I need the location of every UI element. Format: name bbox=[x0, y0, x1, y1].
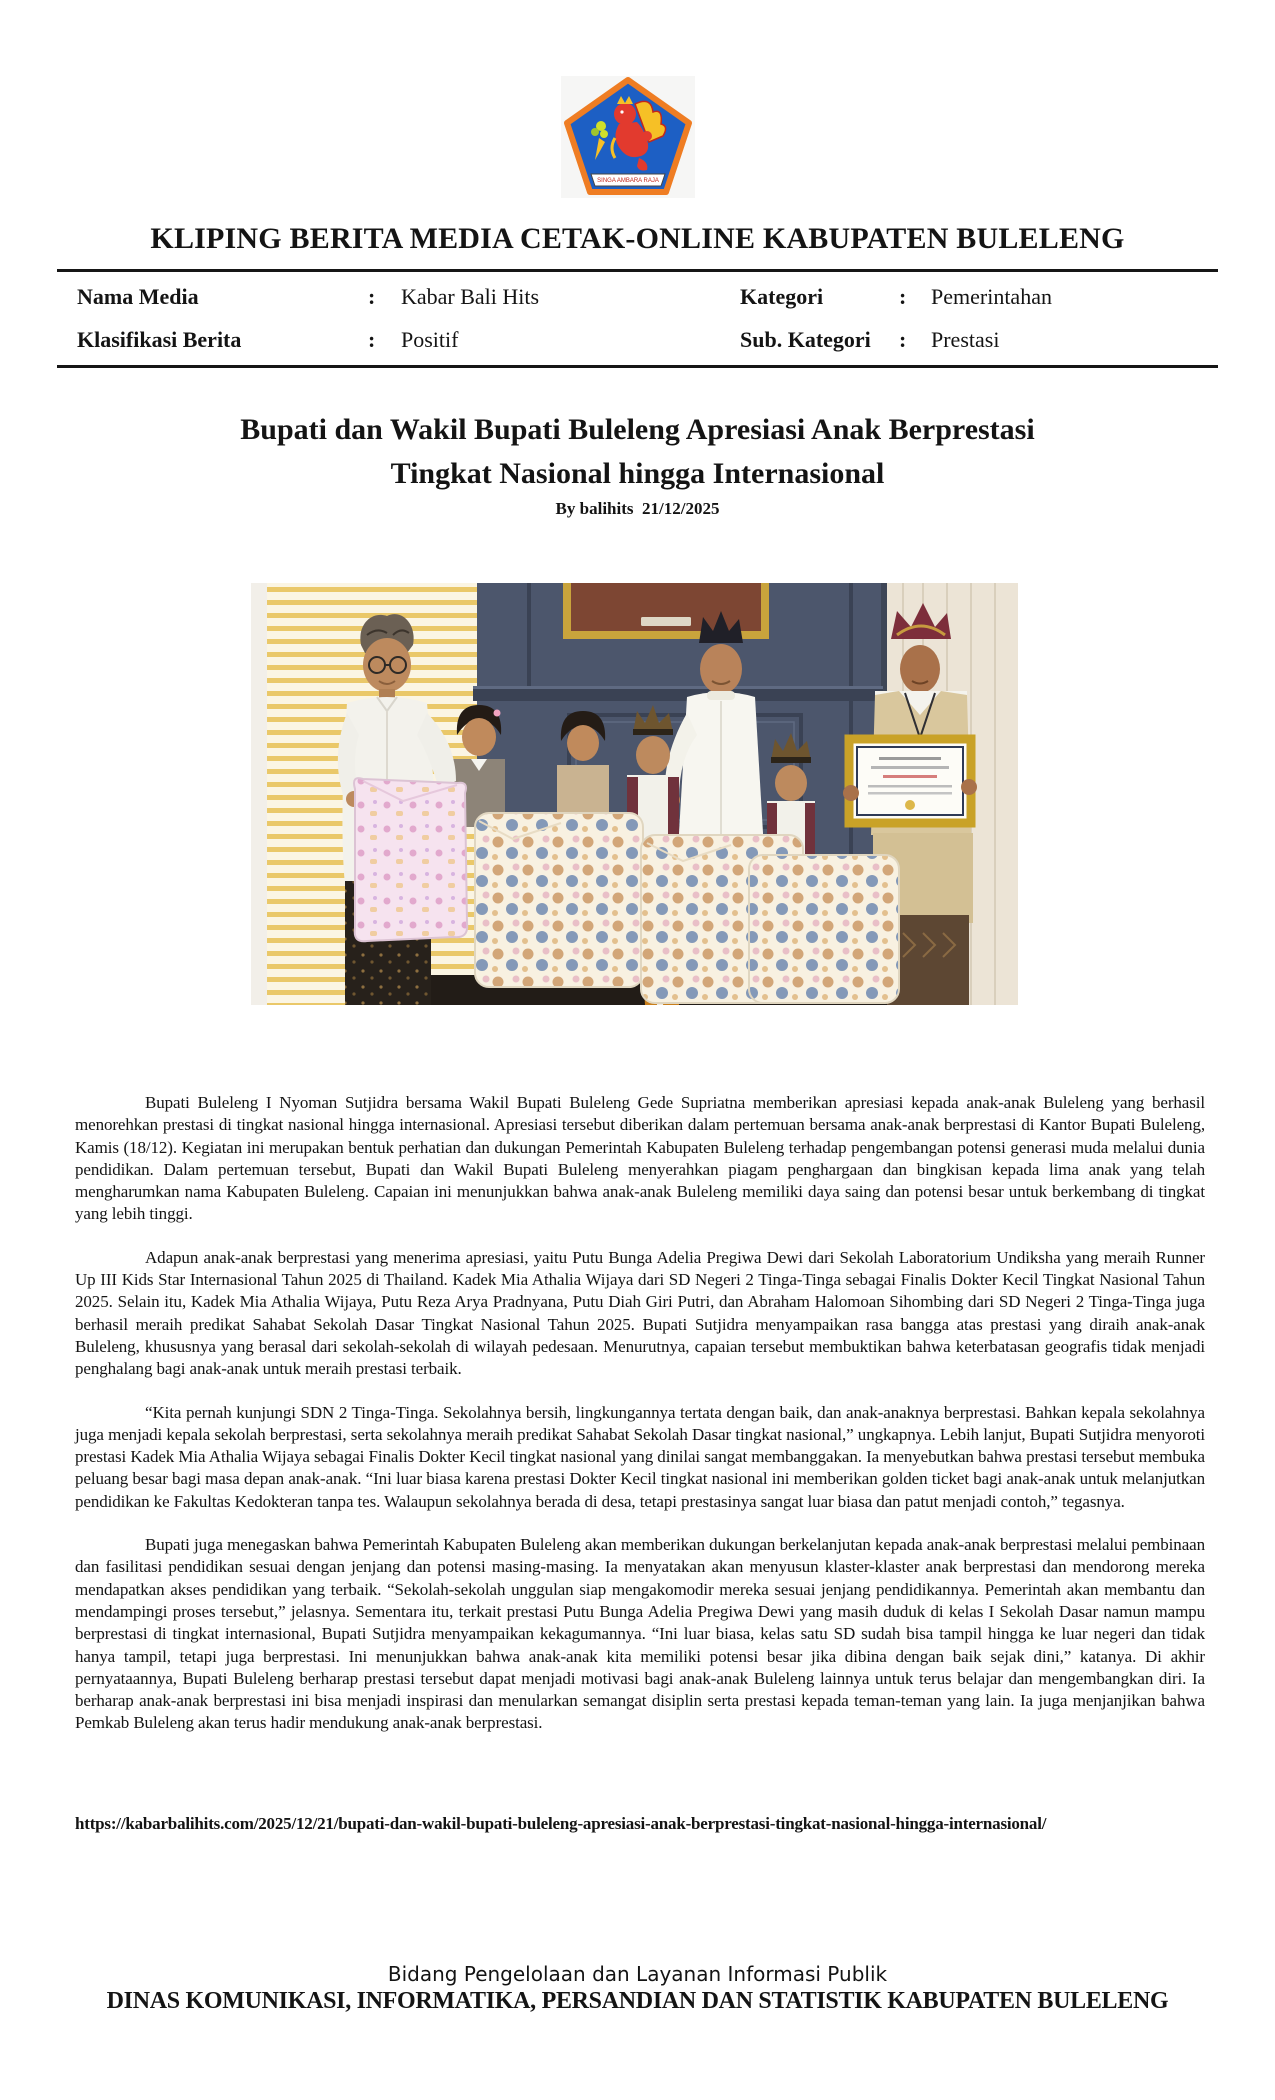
document-title: KLIPING BERITA MEDIA CETAK-ONLINE KABUPATEN BULELENG bbox=[150, 222, 1125, 255]
article-paragraph: Bupati juga menegaskan bahwa Pemerintah Kabupaten Buleleng akan memberikan dukungan berkelanjutan kepada anak-anak berprestasi melalui pembinaan dan fasilitasi pendidikan sesuai dengan jenjang dan potensi masing-masing. Ia menyatakan akan menyusun klaster-klaster anak berprestasi dan mendorong mereka mendapatkan akses pendidikan yang terbaik. “Sekolah-sekolah unggulan siap mengakomodir mereka sesuai jenjang pendidikannya. Pemerintah akan membantu dan mendampingi proses tersebut,” jelasnya. Sementara itu, terkait prestasi Putu Bunga Adelia Pregiwa Dewi yang masih duduk di kelas I Sekolah Dasar namun mampu berprestasi di tingkat internasional, Bupati Sutjidra menyampaikan kekagumannya. “Ini luar biasa, kelas satu SD sudah bisa tampil hingga ke luar negeri dan tidak hanya tampil, tetapi juga berprestasi. Ini menunjukkan bahwa anak-anak kita memiliki potensi besar jika dibina dengan baik sejak dini,” katanya. Di akhir pernyataannya, Bupati Buleleng berharap prestasi tersebut dapat menjadi motivasi bagi anak-anak Buleleng lainnya untuk terus belajar dan mengembangkan diri. Ia berharap anak-anak berprestasi ini bisa menjadi inspirasi dan menularkan semangat disiplin serta prestasi kepada teman-teman yang lain. Ia juga menjanjikan bahwa Pemkab Buleleng akan terus hadir mendukung anak-anak berprestasi. bbox=[75, 1535, 1205, 1733]
colon: : bbox=[899, 327, 907, 352]
colon: : bbox=[368, 327, 376, 352]
article-byline: By balihits 21/12/2025 bbox=[555, 499, 720, 518]
nama-media-value: Kabar Bali Hits bbox=[401, 284, 540, 309]
article-paragraph: Bupati Buleleng I Nyoman Sutjidra bersama Wakil Bupati Buleleng Gede Supriatna memberikan apresiasi kepada anak-anak Buleleng yang berhasil menorehkan prestasi di tingkat nasional hingga internasional. Apresiasi tersebut diberikan dalam pertemuan bersama anak-anak berprestasi di Kantor Bupati Buleleng, Kamis (18/12). Kegiatan ini merupakan bentuk perhatian dan dukungan Pemerintah Kabupaten Buleleng terhadap pengembangan potensi generasi muda melalui dunia pendidikan. Dalam pertemuan tersebut, Bupati dan Wakil Bupati Buleleng menyerahkan piagam penghargaan dan bingkisan kepada lima anak yang telah mengharumkan nama Kabupaten Buleleng. Capaian ini menunjukkan bahwa anak-anak Buleleng memiliki daya saing dan potensi besar untuk berkembang di tingkat yang lebih tinggi. bbox=[75, 1093, 1205, 1224]
article-title bbox=[0, 408, 1275, 496]
article-body bbox=[75, 1092, 1205, 1756]
colon: : bbox=[899, 284, 907, 309]
article-title-line2: Tingkat Nasional hingga Internasional bbox=[390, 457, 885, 490]
article-header bbox=[0, 408, 1275, 519]
kategori-label: Kategori bbox=[740, 284, 824, 309]
footer-agency: DINAS KOMUNIKASI, INFORMATIKA, PERSANDIAN DAN STATISTIK KABUPATEN BULELENG bbox=[106, 1988, 1169, 2014]
klasifikasi-value: Positif bbox=[401, 327, 459, 352]
klasifikasi-label: Klasifikasi Berita bbox=[77, 327, 242, 352]
logo-banner bbox=[591, 174, 665, 186]
singa-ambara-raja-logo-icon bbox=[561, 76, 695, 198]
article-title-line1: Bupati dan Wakil Bupati Buleleng Apresiasi Anak Berprestasi bbox=[240, 413, 1035, 446]
certificate-frame bbox=[843, 739, 977, 823]
divider-top bbox=[57, 269, 1218, 272]
kategori-value: Pemerintahan bbox=[931, 284, 1052, 309]
article-paragraph: “Kita pernah kunjungi SDN 2 Tinga-Tinga. Sekolahnya bersih, lingkungannya tertata dengan baik, dan anak-anaknya berprestasi. Bahkan kepala sekolahnya juga menjadi kepala sekolah berprestasi, serta sekolahnya meraih predikat Sahabat Sekolah Dasar tingkat nasional,” ungkapnya. Lebih lanjut, Bupati Sutjidra menyoroti prestasi Kadek Mia Athalia Wijaya sebagai Finalis Dokter Kecil tingkat nasional yang dinilai sangat membanggakan. Ia menyebutkan bahwa prestasi tersebut membuka peluang besar bagi masa depan anak-anak. “Ini luar biasa karena prestasi Dokter Kecil tingkat nasional ini memberikan golden ticket bagi anak-anak untuk melanjutkan pendidikan ke Fakultas Kedokteran tanpa tes. Walaupun sekolahnya berada di desa, tetapi prestasinya sangat luar biasa dan patut menjadi contoh,” tegasnya. bbox=[75, 1402, 1205, 1511]
article-photo bbox=[251, 583, 1018, 1005]
source-url-link[interactable]: https://kabarbalihits.com/2025/12/21/bupati-dan-wakil-bupati-buleleng-apresiasi-anak-berprestasi-tingkat-nasional-hingga-internasional/ bbox=[75, 1814, 1047, 1833]
sub-kategori-value: Prestasi bbox=[931, 327, 1000, 352]
nama-media-label: Nama Media bbox=[77, 284, 199, 309]
sub-kategori-label: Sub. Kategori bbox=[740, 327, 871, 352]
colon: : bbox=[368, 284, 376, 309]
svg-text:SINGA AMBARA RAJA: SINGA AMBARA RAJA bbox=[597, 178, 659, 184]
divider-metadata bbox=[57, 365, 1218, 368]
footer-division: Bidang Pengelolaan dan Layanan Informasi Publik bbox=[387, 1962, 888, 1986]
article-paragraph: Adapun anak-anak berprestasi yang menerima apresiasi, yaitu Putu Bunga Adelia Pregiwa Dewi dari Sekolah Laboratorium Undiksha yang meraih Runner Up III Kids Star Internasional Tahun 2025 di Thailand. Kadek Mia Athalia Wijaya dari SD Negeri 2 Tinga-Tinga sebagai Finalis Dokter Kecil Tingkat Nasional Tahun 2025. Selain itu, Kadek Mia Athalia Wijaya, Putu Reza Arya Pradnyana, Putu Diah Giri Putri, dan Abraham Halomoan Sihombing dari SD Negeri 2 Tinga-Tinga juga berhasil meraih predikat Sahabat Sekolah Dasar Tingkat Nasional Tahun 2025. Bupati Sutjidra menyampaikan rasa bangga atas prestasi yang diraih anak-anak Buleleng, khususnya yang berasal dari sekolah-sekolah di wilayah pedesaan. Menurutnya, capaian tersebut membuktikan bahwa keterbatasan geografis tidak menjadi penghalang bagi anak-anak untuk meraih prestasi terbaik. bbox=[75, 1247, 1205, 1379]
buleleng-regency-emblem bbox=[561, 76, 695, 198]
